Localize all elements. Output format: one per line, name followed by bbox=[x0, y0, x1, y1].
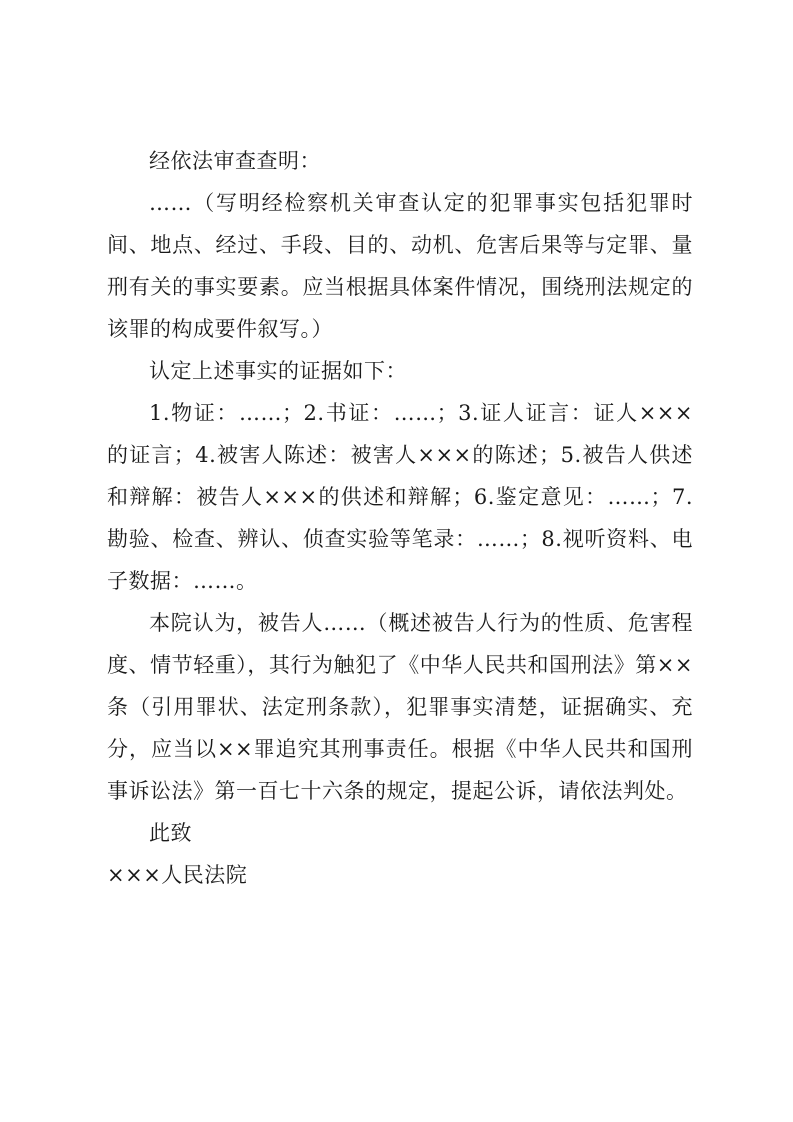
evidence-list-paragraph: 1.物证：……；2.书证：……；3.证人证言：证人×××的证言；4.被害人陈述：被害人×××的陈述；5.被告人供述和辩解：被告人×××的供述和辩解；6.鉴定意见：……；7.勘验、检查、辨认、侦查实验等笔录：……；8.视听资料、电子数据：……。 bbox=[107, 401, 693, 593]
conclusion-paragraph: 本院认为，被告人……（概述被告人行为的性质、危害程度、情节轻重），其行为触犯了《中华人民共和国刑法》第××条（引用罪状、法定刑条款），犯罪事实清楚，证据确实、充分，应当以××罪追究其刑事责任。根据《中华人民共和国刑事诉讼法》第一百七十六条的规定，提起公诉，请依法判处。 bbox=[107, 611, 693, 803]
evidence-heading: 认定上述事实的证据如下： bbox=[149, 359, 407, 383]
findings-heading: 经依法审查查明： bbox=[149, 149, 321, 173]
salutation: 此致 bbox=[149, 821, 192, 845]
addressee-court: ×××人民法院 bbox=[107, 863, 248, 887]
document-body bbox=[107, 140, 693, 896]
facts-paragraph: ……（写明经检察机关审查认定的犯罪事实包括犯罪时间、地点、经过、手段、目的、动机、危害后果等与定罪、量刑有关的事实要素。应当根据具体案件情况，围绕刑法规定的该罪的构成要件叙写。） bbox=[107, 191, 693, 341]
